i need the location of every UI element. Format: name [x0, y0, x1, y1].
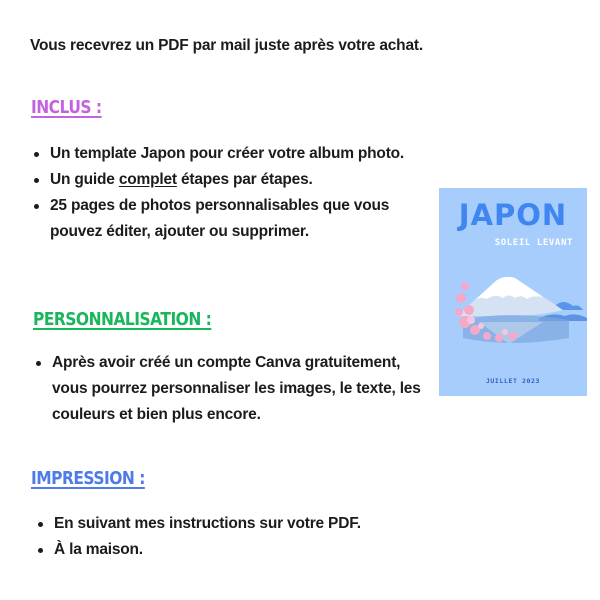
list-item — [32, 167, 412, 193]
underlined-word: complet — [118, 171, 177, 188]
list-item: 25 pages de photos personnalisables que vous pouvez éditer, ajouter ou supprimer. — [32, 193, 412, 245]
list-item: À la maison. — [36, 537, 436, 563]
personnalisation-heading: PERSONNALISATION : — [33, 309, 212, 330]
inclus-list — [32, 141, 412, 245]
list-item-text: étapes par étapes. — [176, 171, 313, 188]
mount-fuji-illustration — [439, 258, 587, 368]
inclus-heading: INCLUS : — [31, 97, 102, 118]
impression-heading: IMPRESSION : — [31, 468, 145, 489]
cover-subtitle: SOLEIL LEVANT — [494, 238, 573, 248]
cover-title: JAPON — [458, 198, 568, 232]
list-item: Un template Japon pour créer votre album photo. — [32, 141, 412, 167]
personnalisation-list — [34, 350, 434, 428]
intro-text: Vous recevrez un PDF par mail juste après votre achat. — [30, 37, 423, 54]
impression-list — [36, 511, 436, 563]
list-item: En suivant mes instructions sur votre PDF. — [36, 511, 436, 537]
cover-date: JUILLET 2023 — [485, 377, 541, 385]
list-item-text: Un guide — [50, 171, 119, 188]
list-item: Après avoir créé un compte Canva gratuitement, vous pourrez personnaliser les images, le texte, les couleurs et bien plus encore. — [34, 350, 434, 428]
album-cover-preview — [439, 188, 587, 396]
